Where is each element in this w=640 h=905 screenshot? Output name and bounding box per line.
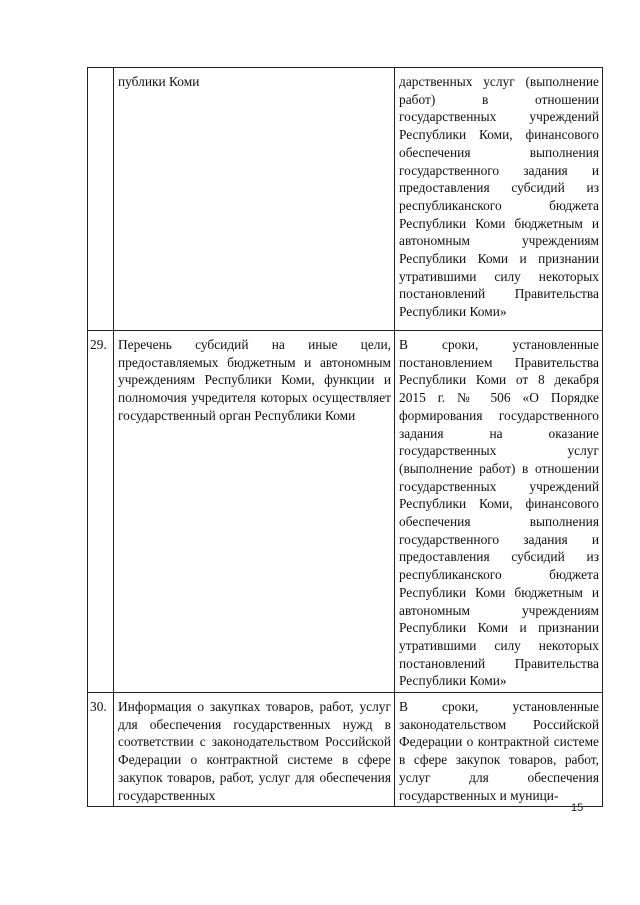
table-row xyxy=(88,331,603,693)
row-deadline: В сроки, установленные постановлением Правительства Республики Коми от 8 декабря 2015 г. № 506 «О Порядке формирования государственного задания на оказание государственных услуг (выполнение работ) в отношении государственных учреждений Республики Коми, финансового обеспечения выполнения государственного задания и предоставления субсидий из республиканского бюджета Республики Коми бюджетным и автономным учреждениям Республики Коми и признании утратившими силу некоторых постановлений Правительства Республики Коми» xyxy=(395,331,603,693)
row-description: Перечень субсидий на иные цели, предоставляемых бюджетным и автономным учреждениям Республики Коми, функции и полномочия учредителя которых осуществляет государственный орган Республики Коми xyxy=(114,331,395,693)
row-number: 30. xyxy=(88,693,114,807)
row-description: публики Коми xyxy=(114,68,395,331)
row-number xyxy=(88,68,114,331)
document-table xyxy=(87,67,603,807)
row-deadline: В сроки, установленные законодательством Российской Федерации о контрактной системе в сфере закупок товаров, работ, услуг для обеспечения государственных и муници- xyxy=(395,693,603,807)
page-number: 15 xyxy=(571,802,584,814)
table-row xyxy=(88,693,603,807)
row-number: 29. xyxy=(88,331,114,693)
table-row xyxy=(88,68,603,331)
row-description: Информация о закупках товаров, работ, услуг для обеспечения государственных нужд в соответствии с законодательством Российской Федерации о контрактной системе в сфере закупок товаров, работ, услуг для обеспечения государственных xyxy=(114,693,395,807)
row-deadline: дарственных услуг (выполнение работ) в отношении государственных учреждений Республики Коми, финансового обеспечения выполнения государственного задания и предоставления субсидий из республиканского бюджета Республики Коми бюджетным и автономным учреждениям Республики Коми и признании утратившими силу некоторых постановлений Правительства Республики Коми» xyxy=(395,68,603,331)
